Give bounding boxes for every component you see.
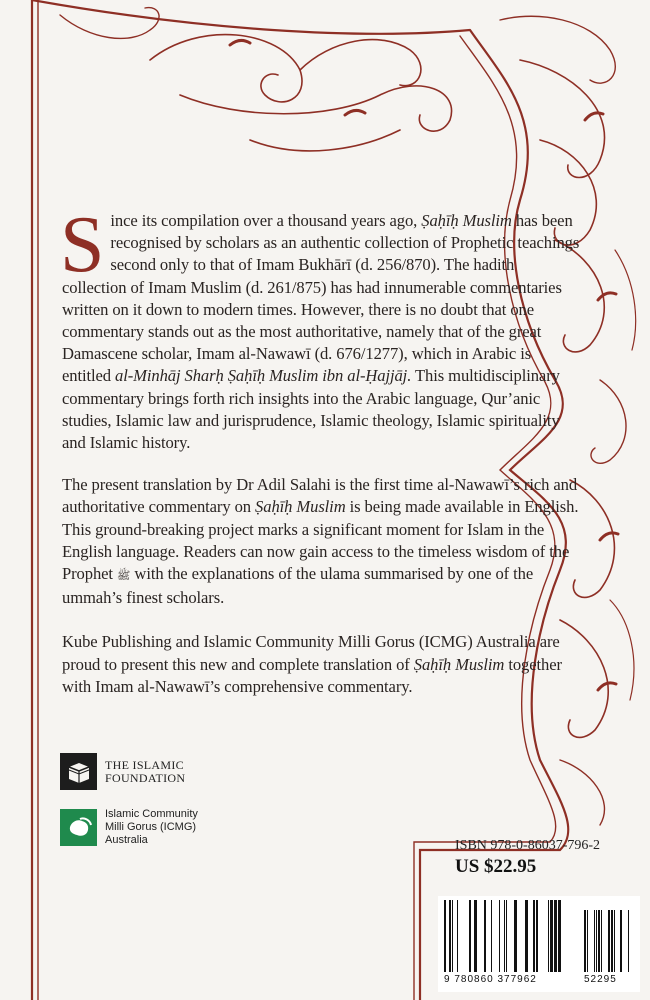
barcode-bar xyxy=(601,910,602,972)
barcode-bar xyxy=(614,910,615,972)
barcode-bar xyxy=(525,900,528,972)
barcode-bar xyxy=(620,910,622,972)
barcode-bar xyxy=(504,900,505,972)
barcode-bar xyxy=(474,900,477,972)
barcode-addon-digits: 52295 xyxy=(584,974,617,985)
australia-map-icon xyxy=(60,809,97,846)
barcode-bar xyxy=(628,910,629,972)
barcode-bar xyxy=(536,900,538,972)
back-cover-description xyxy=(60,201,582,720)
barcode-bar xyxy=(611,910,613,972)
barcode-main-digits: 9 780860 377962 xyxy=(444,974,537,985)
barcode-bar xyxy=(550,900,553,972)
barcode-bar xyxy=(457,900,458,972)
price: US $22.95 xyxy=(455,856,537,877)
barcode-bar xyxy=(449,900,451,972)
barcode-bar xyxy=(506,900,507,972)
barcode-bars xyxy=(438,896,640,974)
kaaba-icon xyxy=(60,753,97,790)
barcode-bar xyxy=(469,900,471,972)
paragraph-2: The present translation by Dr Adil Salahi is the first time al-Nawawī’s rich and authoritative commentary on Ṣaḥīḥ Muslim is being made available in English. This ground-breaking project marks a significant moment for Islam in the English language. Readers can now gain access to the timeless wisdom of the Prophet ﷺ with the explanations of the ulama summarised by one of the ummah’s finest scholars. xyxy=(62,475,579,608)
barcode-bar xyxy=(484,900,486,972)
barcode-bar xyxy=(558,900,561,972)
barcode-bar xyxy=(533,900,535,972)
barcode xyxy=(438,896,640,992)
barcode-bar xyxy=(452,900,453,972)
paragraph-1: Since its compilation over a thousand years ago, Ṣaḥīḥ Muslim has been recognised by scholars as an authentic collection of Prophetic teachings second only to that of Imam Bukhārī (d. 256/870). The hadith collection of Imam Muslim (d. 261/875) has had innumerable commentaries written on it down to modern times. However, there is no doubt that one commentary stands out as the most authoritative, namely that of the great Damascene scholar, Imam al-Nawawī (d. 676/1277), which in Arabic is entitled al-Minhāj Sharḥ Ṣaḥīḥ Muslim ibn al-Ḥajjāj. This multidisciplinary commentary brings forth rich insights into the Arabic language, Qur’anic studies, Islamic law and jurisprudence, Islamic theology, Islamic spirituality and Islamic history. xyxy=(60,201,580,453)
barcode-bar xyxy=(598,910,600,972)
barcode-bar xyxy=(514,900,517,972)
barcode-bar xyxy=(594,910,595,972)
islamic-foundation-logo: THE ISLAMIC FOUNDATION xyxy=(60,753,185,790)
barcode-bar xyxy=(584,910,586,972)
paragraph-3: Kube Publishing and Islamic Community Milli Gorus (ICMG) Australia are proud to present this new and complete translation of Ṣaḥīḥ Muslim together with Imam al-Nawawī’s comprehensive commentary. xyxy=(62,632,562,696)
barcode-bar xyxy=(608,910,610,972)
drop-cap: S xyxy=(60,201,105,289)
barcode-bar xyxy=(554,900,557,972)
icmg-logo: Islamic Community Milli Gorus (ICMG) Australia xyxy=(60,808,198,847)
barcode-bar xyxy=(587,910,588,972)
barcode-bar xyxy=(499,900,500,972)
barcode-bar xyxy=(596,910,597,972)
barcode-bar xyxy=(548,900,549,972)
honorific-glyph: ﷺ xyxy=(116,570,131,583)
barcode-bar xyxy=(444,900,446,972)
barcode-bar xyxy=(491,900,492,972)
isbn-number: ISBN 978-0-86037-796-2 xyxy=(455,838,601,853)
